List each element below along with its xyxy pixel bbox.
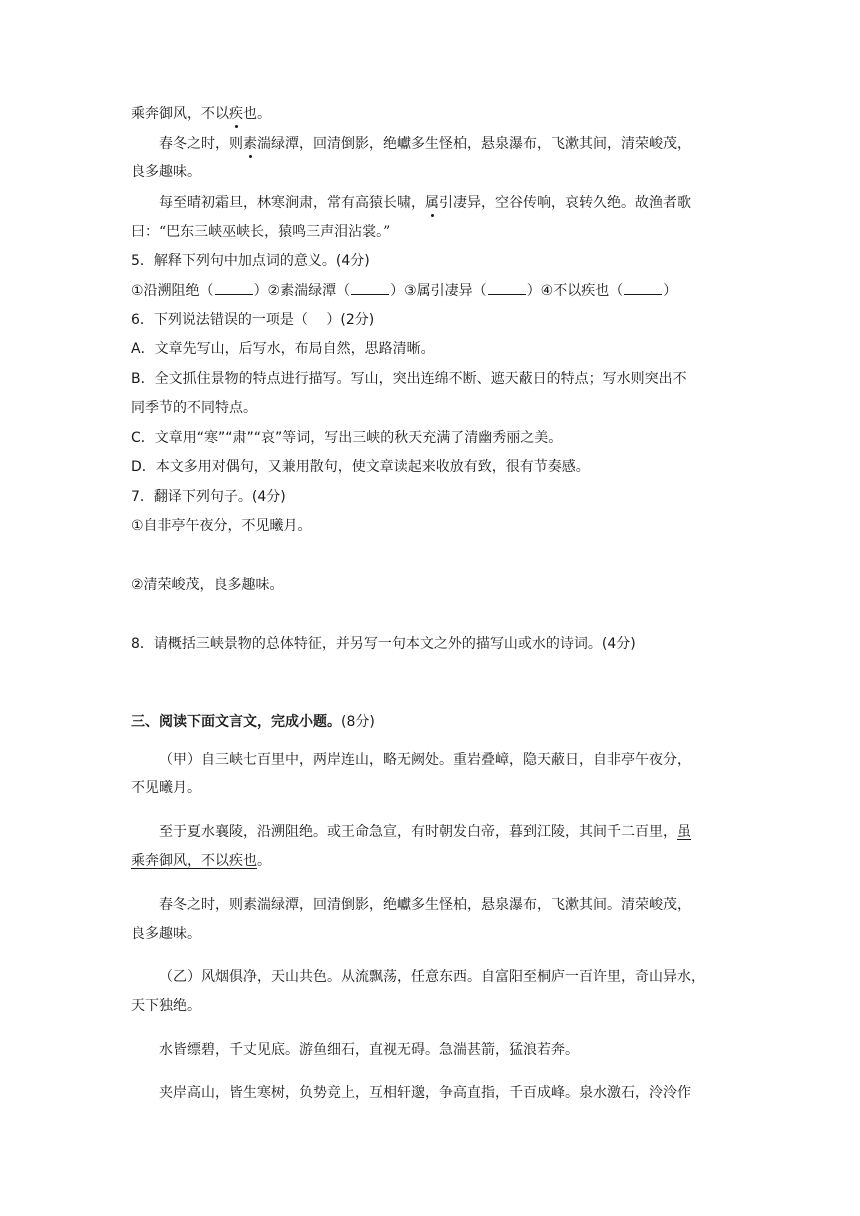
section-3-heading: 三、阅读下面文言文，完成小题。(8分): [131, 714, 375, 730]
section-3-para-2: 至于夏水襄陵，沿溯阻绝。或王命急宣，有时朝发白帝，暮到江陵，其间千二百里，虽: [159, 824, 691, 840]
section-3-para-3-cont: 良多趣味。: [131, 926, 201, 942]
answer-blank-1[interactable]: [215, 281, 253, 295]
question-5: 5．解释下列句中加点词的意义。(4分): [131, 253, 370, 269]
section-3-para-4-cont: 天下独绝。: [131, 998, 201, 1014]
passage-line-2: 春冬之时，则素湍绿潭，回清倒影，绝巘多生怪柏，悬泉瀑布，飞漱其间，清荣峻茂，: [159, 136, 691, 152]
answer-blank-2[interactable]: [351, 281, 389, 295]
passage-line-4: 每至晴初霜旦，林寒涧肃，常有高猿长啸，属引凄异，空谷传响，哀转久绝。故渔者歌: [159, 195, 691, 211]
question-8: 8．请概括三峡景物的总体特征，并另写一句本文之外的描写山或水的诗词。(4分): [131, 636, 636, 652]
section-3-para-4: （乙）风烟俱净，天山共色。从流飘荡，任意东西。自富阳至桐庐一百许里，奇山异水，: [159, 969, 705, 985]
answer-blank-4[interactable]: [624, 281, 662, 295]
section-3-para-1: （甲）自三峡七百里中，两岸连山，略无阙处。重岩叠嶂，隐天蔽日，自非亭午夜分，: [159, 752, 691, 768]
section-3-para-6: 夹岸高山，皆生寒树，负势竞上，互相轩邈，争高直指，千百成峰。泉水激石，泠泠作: [159, 1085, 691, 1101]
section-3-para-2-cont: 乘奔御风，不以疾也。: [131, 853, 271, 869]
dotted-char: 属: [425, 195, 439, 211]
section-3-para-1-cont: 不见曦月。: [131, 780, 201, 796]
question-6-option-b-cont: 同季节的不同特点。: [131, 400, 257, 416]
question-6-option-a: A．文章先写山，后写水，布局自然，思路清晰。: [131, 341, 435, 357]
question-6: 6．下列说法错误的一项是（ ）(2分): [131, 312, 375, 328]
passage-line-1: 乘奔御风，不以疾也。: [131, 106, 271, 122]
question-5-items: ①沿溯阻绝（ ）②素湍绿潭（ ）③属引凄异（ ）④不以疾也（ ）: [131, 283, 678, 299]
answer-blank-3[interactable]: [488, 281, 526, 295]
passage-line-5: 曰：“巴东三峡巫峡长，猿鸣三声泪沾裳。”: [131, 224, 391, 240]
passage-line-3: 良多趣味。: [131, 164, 201, 180]
question-7: 7．翻译下列句子。(4分): [131, 489, 286, 505]
question-6-option-b: B．全文抓住景物的特点进行描写。写山，突出连绵不断、遮天蔽日的特点；写水则突出不: [131, 371, 687, 387]
dotted-char: 疾: [229, 106, 243, 122]
section-3-para-5: 水皆缥碧，千丈见底。游鱼细石，直视无碍。急湍甚箭，猛浪若奔。: [159, 1042, 579, 1058]
question-7-item-1: ①自非亭午夜分，不见曦月。: [131, 518, 312, 534]
question-6-option-d: D．本文多用对偶句，又兼用散句，使文章读起来收放有致，很有节奏感。: [131, 459, 590, 475]
dotted-char: 素: [243, 136, 257, 152]
question-6-option-c: C．文章用“寒”“肃”“哀”等词，写出三峡的秋天充满了清幽秀丽之美。: [131, 430, 563, 446]
question-7-item-2: ②清荣峻茂，良多趣味。: [131, 577, 284, 593]
underlined-sentence: 乘奔御风，不以疾也: [131, 853, 257, 869]
section-3-para-3: 春冬之时，则素湍绿潭，回清倒影，绝巘多生怪柏，悬泉瀑布，飞漱其间。清荣峻茂，: [159, 897, 691, 913]
